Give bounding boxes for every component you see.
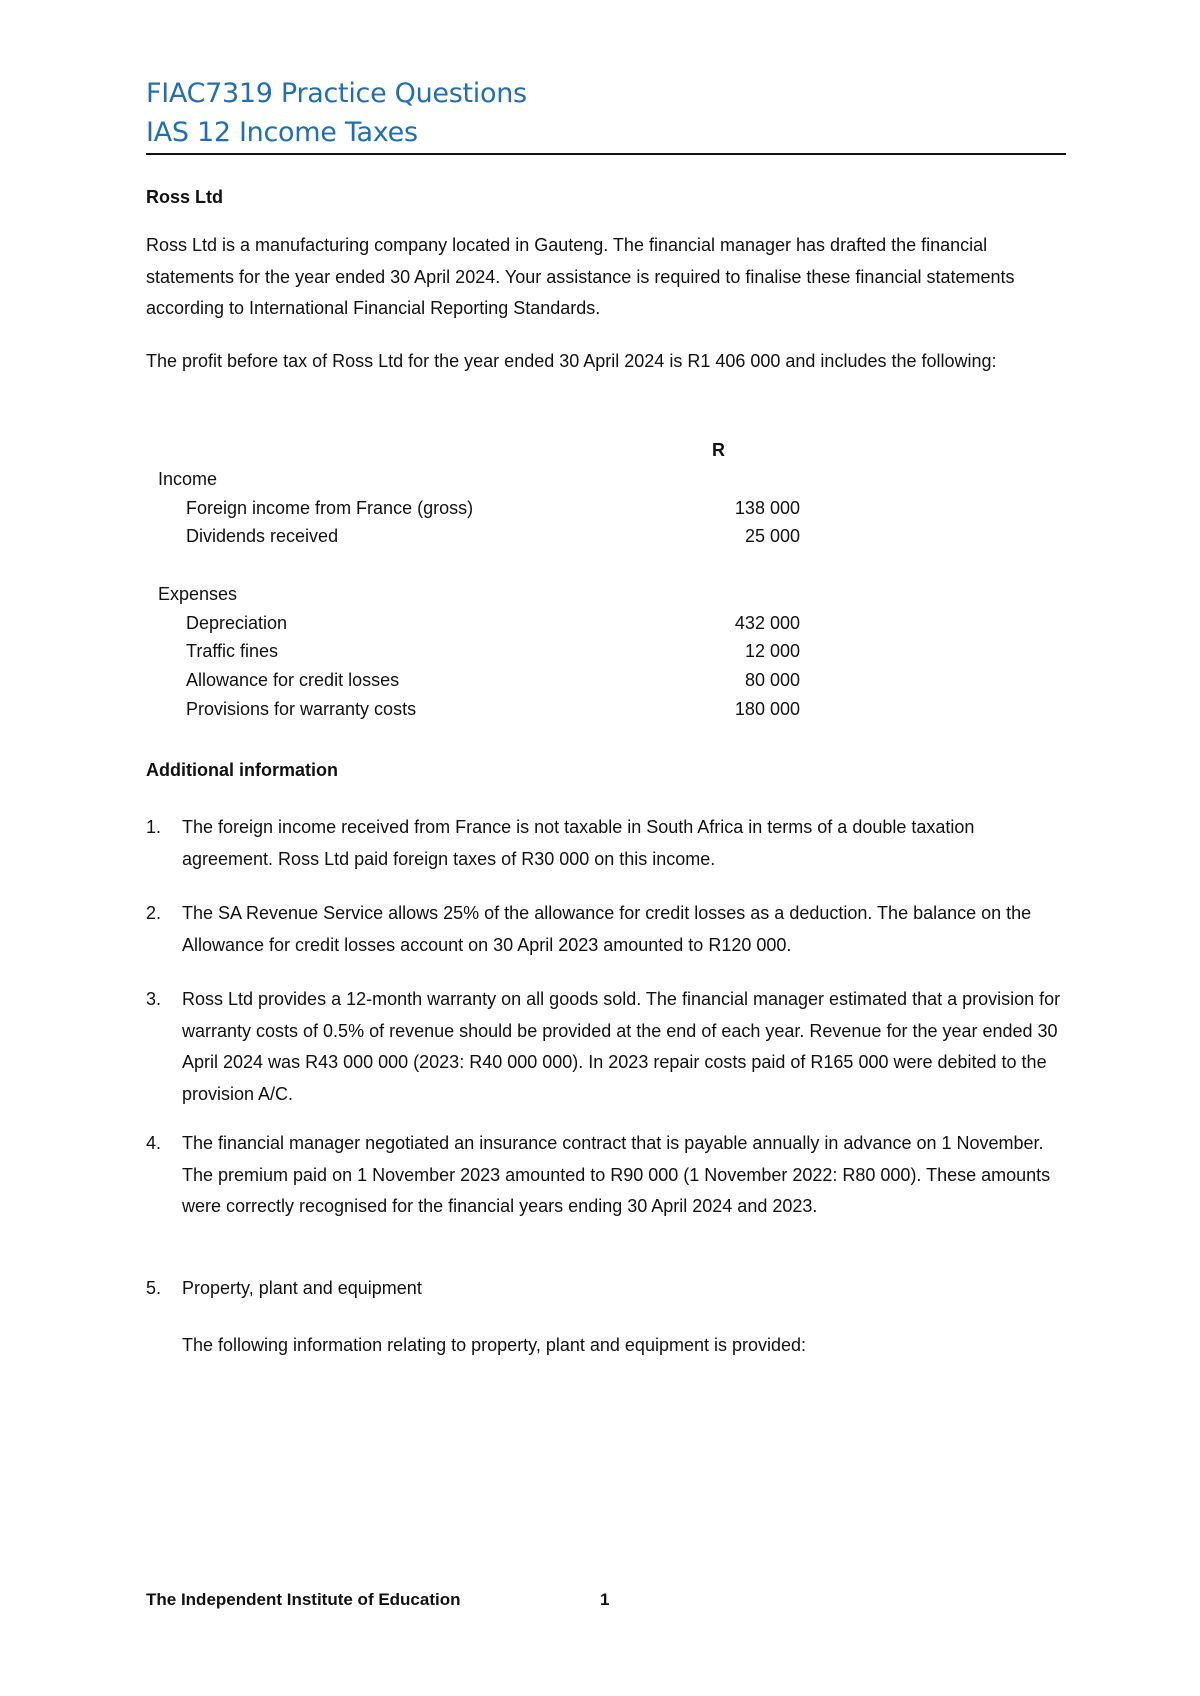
expenses-label: Expenses <box>158 584 238 604</box>
income-label: Income <box>158 469 218 489</box>
list-item-number: 5. <box>146 1278 162 1298</box>
intro-paragraph: Ross Ltd is a manufacturing company located in Gauteng. The financial manager has drafted the financial statements for the year ended 30 April 2024. Your assistance is required to finalise these financial statements according to International Financial Reporting Standards. <box>146 235 1015 318</box>
profit-paragraph: The profit before tax of Ross Ltd for the year ended 30 April 2024 is R1 406 000 and includes the following: <box>146 351 997 371</box>
case-title: Ross Ltd <box>146 187 224 207</box>
list-item <box>146 1273 1066 1305</box>
expense-item-label: Provisions for warranty costs <box>186 699 417 719</box>
income-item-label: Dividends received <box>186 526 339 546</box>
document-subtitle: IAS 12 Income Taxes <box>146 117 418 148</box>
additional-info-heading: Additional information <box>146 760 338 780</box>
expense-item-label: Depreciation <box>186 613 288 633</box>
title-rule <box>146 153 1066 155</box>
expense-item-amount: 12 000 <box>744 641 800 661</box>
income-item-amount: 138 000 <box>734 498 800 518</box>
expense-item-label: Allowance for credit losses <box>186 670 400 690</box>
list-item <box>146 1128 1066 1223</box>
ppe-intro <box>146 1330 1066 1362</box>
list-item-text: The foreign income received from France is not taxable in South Africa in terms of a double taxation agreement. Ross Ltd paid foreign taxes of R30 000 on this income. <box>182 817 975 869</box>
income-item-label: Foreign income from France (gross) <box>186 498 474 518</box>
list-item-number: 2. <box>146 903 162 923</box>
list-item <box>146 812 1066 875</box>
list-item <box>146 898 1066 961</box>
expense-item-amount: 432 000 <box>734 613 800 633</box>
expense-item-amount: 180 000 <box>734 699 800 719</box>
list-item-number: 4. <box>146 1133 162 1153</box>
list-item-text: The financial manager negotiated an insurance contract that is payable annually in advance on 1 November. The premium paid on 1 November 2023 amounted to R90 000 (1 November 2022: R80 000). These amounts were correctly recognised for the financial years ending 30 April 2024 and 2023. <box>182 1133 1051 1216</box>
document-title: FIAC7319 Practice Questions <box>146 78 527 109</box>
footer-institution: The Independent Institute of Education <box>146 1590 461 1609</box>
list-item <box>146 984 1066 1110</box>
income-item-amount: 25 000 <box>744 526 800 546</box>
expense-item-amount: 80 000 <box>744 670 800 690</box>
list-item-text: Property, plant and equipment <box>182 1278 422 1298</box>
footer-page-number: 1 <box>600 1590 610 1609</box>
ppe-intro-text: The following information relating to property, plant and equipment is provided: <box>182 1335 807 1355</box>
list-item-number: 1. <box>146 817 162 837</box>
expense-item-label: Traffic fines <box>186 641 279 661</box>
currency-header: R <box>712 440 725 460</box>
list-item-number: 3. <box>146 989 162 1009</box>
list-item-text: The SA Revenue Service allows 25% of the allowance for credit losses as a deduction. The balance on the Allowance for credit losses account on 30 April 2023 amounted to R120 000. <box>182 903 1032 955</box>
list-item-text: Ross Ltd provides a 12-month warranty on all goods sold. The financial manager estimated that a provision for warranty costs of 0.5% of revenue should be provided at the end of each year. Revenue for the year ended 30 April 2024 was R43 000 000 (2023: R40 000 000). In 2023 repair costs paid of R165 000 were debited to the provision A/C. <box>182 989 1061 1104</box>
